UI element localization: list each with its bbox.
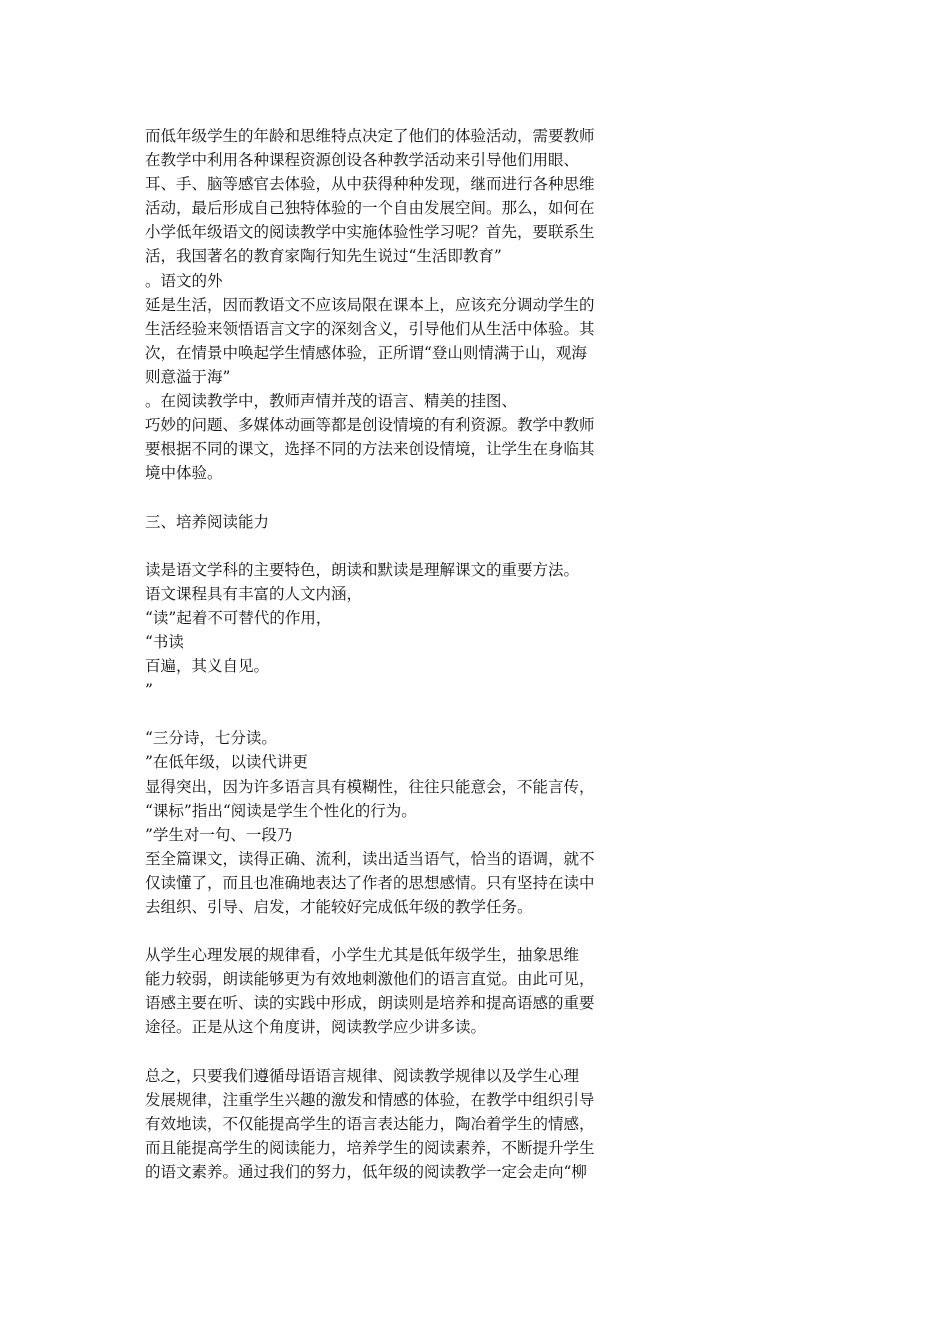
text-line: 去组织、引导、启发，才能较好完成低年级的教学任务。 [145,898,533,916]
text-line: 生活经验来领悟语言文字的深刻含义，引导他们从生活中体验。其 [145,319,595,338]
text-line: 。语文的外 [145,271,223,290]
text-line: 而且能提高学生的阅读能力，培养学生的阅读素养，不断提升学生 [145,1138,595,1157]
text-line: 仅读懂了，而且也准确地表达了作者的思想感情。只有坚持在读中 [145,873,595,892]
text-line: 至全篇课文，读得正确、流利，读出适当语气，恰当的语调，就不 [145,849,595,868]
text-line: “课标”指出“阅读是学生个性化的行为。 [145,801,417,820]
text-line: 活，我国著名的教育家陶行知先生说过“生活即教育” [145,247,502,266]
paragraph-experience [145,124,645,485]
text-line: 而低年级学生的年龄和思维特点决定了他们的体验活动，需要教师 [145,127,595,145]
text-line: 有效地读，不仅能提高学生的语言表达能力，陶冶着学生的情感， [145,1114,595,1133]
text-line: 从学生心理发展的规律看，小学生尤其是低年级学生，抽象思维 [145,946,580,965]
text-line: ” [145,681,153,700]
text-line: 语感主要在听、读的实践中形成，朗读则是培养和提高语感的重要 [145,994,595,1013]
text-line: 发展规律，注重学生兴趣的激发和情感的体验，在教学中组织引导 [145,1090,595,1109]
paragraph-gap [145,919,645,943]
paragraph-gap [145,702,645,726]
text-line: 小学低年级语文的阅读教学中实施体验性学习呢？首先，要联系生 [145,223,595,242]
text-line: 活动，最后形成自己独特体验的一个自由发展空间。那么，如何在 [145,199,595,218]
text-line: 读是语文学科的主要特色，朗读和默读是理解课文的重要方法。 [145,560,580,579]
text-line: 则意溢于海” [145,367,231,386]
text-line: 耳、手、脑等感官去体验，从中获得种种发现，继而进行各种思维 [145,175,595,194]
paragraph-read-aloud [145,726,645,919]
text-line: 的语文素养。通过我们的努力，低年级的阅读教学一定会走向“柳 [145,1163,587,1182]
text-line: “三分诗，七分读。 [145,729,277,748]
document-body [145,124,645,1184]
text-line: 要根据不同的课文，选择不同的方法来创设情境，让学生在身临其 [145,440,595,459]
paragraph-gap [145,485,645,509]
text-line: 巧妙的问题、多媒体动画等都是创设情境的有利资源。教学中教师 [145,416,595,435]
paragraph-conclusion [145,1064,645,1184]
paragraph-gap [145,1040,645,1064]
text-line: 境中体验。 [145,464,223,483]
text-line: 。在阅读教学中，教师声情并茂的语言、精美的挂图、 [145,392,518,411]
text-line: 语文课程具有丰富的人文内涵， [145,584,363,603]
text-line: 次，在情景中唤起学生情感体验，正所谓“登山则情满于山，观海 [145,343,587,362]
text-line: ”在低年级，以读代讲更 [145,753,308,772]
paragraph-reading [145,558,645,703]
paragraph-psychology [145,943,645,1039]
section-heading: 三、培养阅读能力 [145,512,270,531]
text-line: 总之，只要我们遵循母语语言规律、阅读教学规律以及学生心理 [145,1066,580,1085]
text-line: 途径。正是从这个角度讲，阅读教学应少讲多读。 [145,1018,487,1037]
text-line: 延是生活，因而教语文不应该局限在课本上，应该充分调动学生的 [145,295,595,314]
text-line: 能力较弱，朗读能够更为有效地刺激他们的语言直觉。由此可见， [145,970,595,989]
text-line: 在教学中利用各种课程资源创设各种教学活动来引导他们用眼、 [145,151,580,170]
text-line: 显得突出，因为许多语言具有模糊性，往往只能意会，不能言传， [145,777,595,796]
text-line: “读”起着不可替代的作用， [145,608,332,627]
text-line: 百遍，其义自见。 [145,657,270,676]
text-line: ”学生对一句、一段乃 [145,825,293,844]
text-line: “书读 [145,632,184,651]
paragraph-gap [145,534,645,558]
